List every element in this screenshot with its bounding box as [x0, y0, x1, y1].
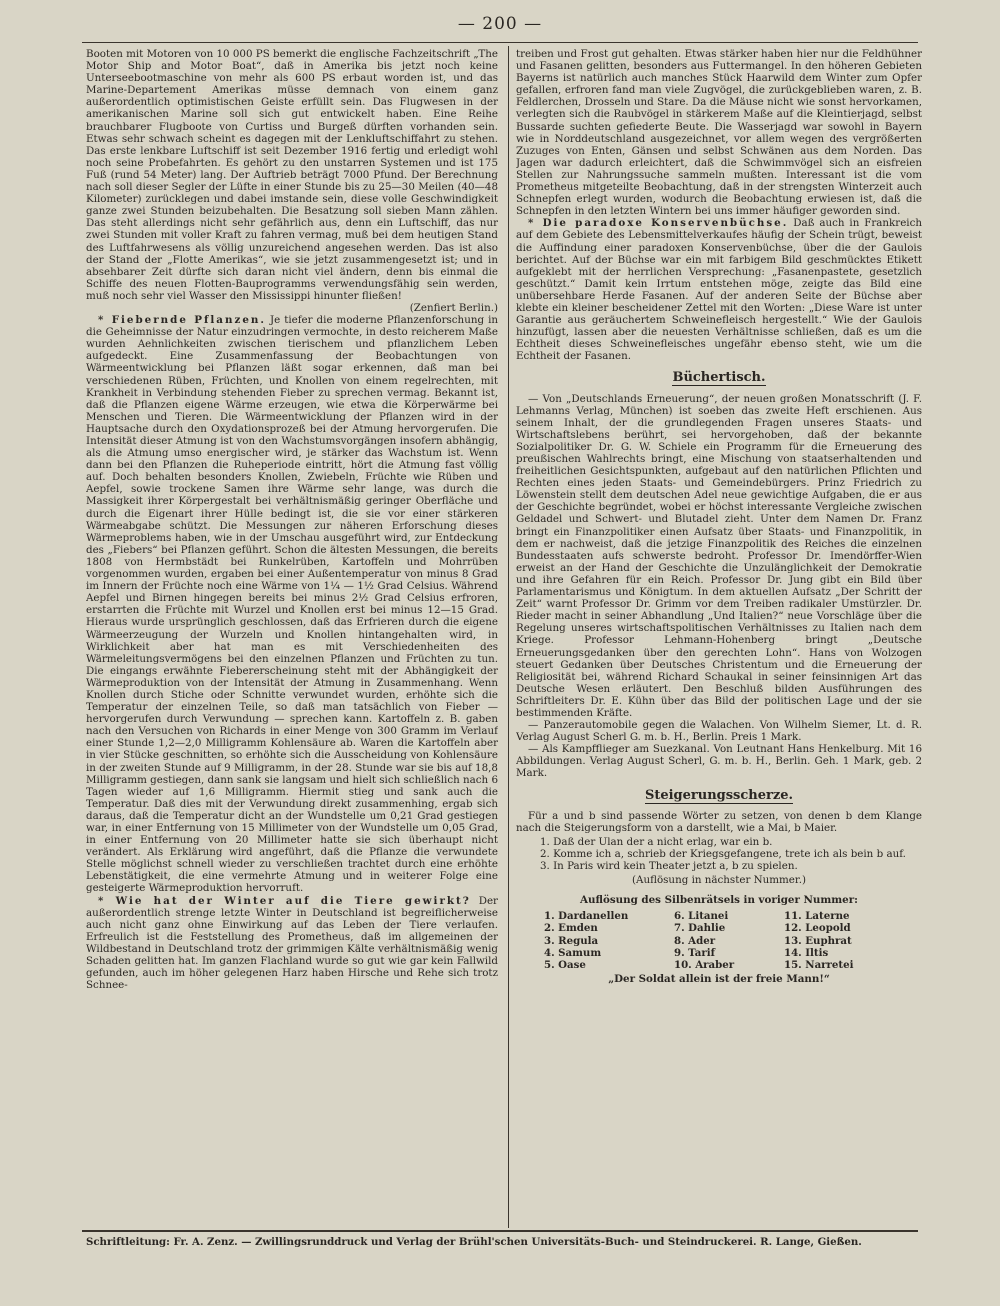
riddle-list: [516, 836, 922, 872]
bottom-rule: [82, 1230, 918, 1232]
solution-item: 9. Tarif: [674, 946, 716, 959]
article-us-navy-continuation: Booten mit Motoren von 10 000 PS bemerkt die englische Fachzeitschrift „The Motor Ship and Motor Boat“, daß in Amerika bis jetzt noch keine Unterseebootmaschine von mehr als 600 PS erbaut worden ist, und das Marine-Departement Amerikas müsse demnach von einem ganz außerordentlich optimistischen Geiste erfüllt sein. Das Flugwesen in der amerikanischen Marine soll sich gut entwickelt haben. Eine Reihe brauchbarer Flugboote von Curtiss und Burgeß dürften vorhanden sein. Etwas sehr schwach scheint es dagegen mit der Lenkluftschiffahrt zu stehen. Das erste lenkbare Luftschiff ist seit Dezember 1916 fertig und erledigt wohl noch seine Probefahrten. Es gehört zu den unstarren Systemen und ist 175 Fuß (rund 54 Meter) lang. Der Auftrieb beträgt 7000 Pfund. Der Berechnung nach soll dieser Segler der Lüfte in einer Stunde bis zu 25—30 Meilen (40—48 Kilometer) zurücklegen und dabei imstande sein, diese volle Geschwindigkeit ganze zwei Stunden beizubehalten. Die Besatzung soll sieben Mann zählen. Das steht allerdings nicht sehr gefährlich aus, denn ein Luftschiff, das nur zwei Stunden mit voller Kraft zu fahren vermag, muß bei dem heutigen Stand des Luftfahrwesens als völlig unzureichend angesehen werden. Das ist also der Stand der „Flotte Amerikas“, wie sie jetzt zusammengesetzt ist; und in absehbarer Zeit dürfte sich daran nicht viel ändern, denn bis einmal die Schiffe des neuen Flotten-Bauprogramms verwendungsfähig sein werden, muß noch sehr viel Wasser den Mississippi hinunter fließen!: [86, 48, 498, 302]
article-body: Der außerordentlich strenge letzte Winter in Deutschland ist begreiflicherweise auch nicht ganz ohne Einwirkung auf das Leben der Tiere verlaufen. Erfreulich ist die Feststellung des Prometheus, daß im allgemeinen der Wildbestand in Deutschland trotz der grimmigen Kälte verhältnismäßig wenig Schaden gelitten hat. Im ganzen Flachland wurde so gut wie gar kein Fallwild gefunden, auch im höher gelegenen Harz haben Hirsche und Rehe sich trotz Schnee-: [86, 894, 498, 992]
solution-grid: [516, 910, 922, 971]
book-review-kampfflieger: — Als Kampfflieger am Suezkanal. Von Leutnant Hans Henkelburg. Mit 16 Abbildungen. Verlag August Scherl, G. m. b. H., Berlin. Geh. 1 Mark, geb. 2 Mark.: [516, 743, 922, 780]
books-heading-text: Büchertisch.: [672, 370, 766, 386]
solution-item: 15. Narretei: [784, 959, 854, 972]
riddle-intro: Für a und b sind passende Wörter zu setzen, von denen b dem Klange nach die Steigerungsform von a darstellt, wie a Mai, b Maier.: [516, 809, 922, 834]
article-winter-tiere: [86, 895, 498, 992]
solution-item: 11. Laterne: [784, 910, 850, 923]
left-column: [86, 48, 498, 1228]
column-divider: [508, 46, 509, 1228]
book-review-erneuerung: — Von „Deutschlands Erneuerung“, der neuen großen Monatsschrift (J. F. Lehmanns Verlag, München) ist soeben das zweite Heft erschienen. Aus seinem Inhalt, der die grundlegenden Fragen unseres Staats- und Wirtschaftslebens berührt, sei hervorgehoben, daß der bekannte Sozialpolitiker Dr. G. W. Schiele ein Programm für die Erneuerung des preußischen Wahlrechts bringt, eine Mischung von staatserhaltenden und freiheitlichen Gesichtspunkten, aufgebaut auf den natürlichen Pflichten und Rechten eines jeden Staats- und Gemeindebürgers. Prinz Friedrich zu Löwenstein stellt dem deutschen Adel neue gewichtige Aufgaben, die er aus der Geschichte begründet, wobei er höchst interessante Vergleiche zwischen Geldadel und Schwert- und Blutadel zieht. Unter dem Namen Dr. Franz bringt ein Finanzpolitiker einen Aufsatz über Staats- und Finanzpolitik, in dem er nachweist, daß die jetzige Finanzpolitik des Reiches die einzelnen Bundesstaaten aufs schwerste bedroht. Professor Dr. Imendörffer-Wien erweist an der Hand der Geschichte die Unzulänglichkeit der Demokratie und ihre Gefahren für ein Reich. Professor Dr. Jung gibt ein Bild über Parlamentarismus und Königtum. In dem aktuellen Aufsatz „Der Schritt der Zeit“ warnt Professor Dr. Grimm vor dem Treiben radikaler Umstürzler. Dr. Rieder macht in seiner Abhandlung „Und Italien?“ neue Vorschläge über die Regelung unseres wirtschaftspolitischen Verhältnisses zu Italien nach dem Kriege. Professor Lehmann-Hohenberg bringt „Deutsche Erneuerungsgedanken über den gerechten Lohn“. Hans von Wolzogen steuert Gedanken über Deutsches Christentum und die Erneuerung der Religiosität bei, während Richard Schaukal in seiner feinsinnigen Art das Deutsche Wesen erläutert. Den Beschluß bilden Ausführungen des Schriftleiters Dr. E. Kühn über das Bild der politischen Lage und der sie bestimmenden Kräfte.: [516, 392, 922, 719]
solution-item: 14. Iltis: [784, 946, 829, 959]
solution-item: 13. Euphrat: [784, 934, 852, 947]
article-winter-tiere-continuation: treiben und Frost gut gehalten. Etwas stärker haben hier nur die Feldhühner und Fasanen gelitten, besonders aus Futtermangel. In den höheren Gebieten Bayerns ist natürlich auch manches Stück Haarwild dem Winter zum Opfer gefallen, erfroren fand man viele Zugvögel, die zurückgeblieben waren, z. B. Feldlerchen, Drosseln und Stare. Da die Mäuse nicht wie sonst hervorkamen, verlegten sich die Raubvögel in stärkerem Maße auf die Kleintierjagd, selbst Bussarde suchten gefiederte Beute. Die Wasserjagd war sowohl in Bayern wie in Norddeutschland ausgezeichnet, vor allem wegen des vergrößerten Zuzuges von Enten, Gänsen und selbst Schwänen aus dem Norden. Das Jagen war dadurch erleichtert, daß die Schwimmvögel sich an eisfreien Stellen zur Nahrungssuche sammeln mußten. Interessant ist die vom Prometheus mitgeteilte Beobachtung, daß in der strengsten Winterzeit auch Schnepfen erlegt wurden, wodurch die Beobachtung erwiesen ist, daß die Schnepfen in den letzten Wintern bei uns immer häufiger geworden sind.: [516, 48, 922, 218]
riddle-item: 3. In Paris wird kein Theater jetzt a, b zu spielen.: [540, 860, 798, 872]
riddle-heading: [516, 787, 922, 803]
right-column: [516, 48, 922, 1228]
solution-item: 3. Regula: [544, 934, 599, 947]
riddle-item: 1. Daß der Ulan der a nicht erlag, war ein b.: [540, 835, 773, 848]
page-number: — 200 —: [457, 14, 543, 34]
article-heading: * Wie hat der Winter auf die Tiere gewirkt?: [98, 894, 471, 907]
article-source: (Zenfiert Berlin.): [409, 301, 498, 314]
solution-item: 12. Leopold: [784, 922, 851, 935]
article-fiebernde-pflanzen: [86, 314, 498, 895]
solution-item: 8. Ader: [674, 934, 716, 947]
solution-title: Auflösung des Silbenrätsels in voriger Nummer:: [580, 894, 858, 907]
imprint-footer: Schriftleitung: Fr. A. Zenz. — Zwillingsrunddruck und Verlag der Brühl'schen Universitäts-Buch- und Steindruckerei. R. Lange, Gießen.: [86, 1236, 862, 1248]
article-heading: * Die paradoxe Konservenbüchse.: [528, 217, 789, 230]
article-heading: * Fiebernde Pflanzen.: [98, 314, 266, 327]
solution-item: 1. Dardanellen: [544, 910, 629, 923]
solution-item: 5. Oase: [544, 959, 586, 972]
article-body: Daß auch in Frankreich auf dem Gebiete des Lebensmittelverkaufes häufig der Schein trügt, beweist die Auffindung einer paradoxen Konservenbüchse, über die der Gaulois berichtet. Auf der Büchse war ein mit farbigem Bild geschmücktes Etikett aufgeklebt mit der herrlichen Versprechung: „Fasanenpastete, gesetzlich geschützt.“ Damit kein Irrtum entstehen möge, zeigte das Bild eine unübersehbare Herde Fasanen. Auf der anderen Seite der Büchse aber klebte ein kleiner bescheidener Zettel mit den Worten: „Diese Ware ist unter Garantie aus geräuchertem Schweinefleisch hergestellt.“ Wie der Gaulois hinzufügt, lassen aber die neuesten Verhältnisse schließen, daß es um die Echtheit dieses Schweinefleisches ungefähr ebenso steht, wie um die Echtheit der Fasanen.: [516, 217, 922, 363]
solution-item: 10. Araber: [674, 959, 735, 972]
book-review-panzerautomobile: — Panzerautomobile gegen die Walachen. Von Wilhelm Siemer, Lt. d. R. Verlag August Scherl G. m. b. H., Berlin. Preis 1 Mark.: [516, 719, 922, 744]
books-heading: [516, 372, 922, 384]
article-body: Je tiefer die moderne Pflanzenforschung in die Geheimnisse der Natur einzudringen vermochte, in desto reicherem Maße wurden Aehnlichkeiten zwischen tierischem und pflanzlichem Leben aufgedeckt. Eine Zusammenfassung der Beobachtungen von Wärmeentwicklung bei Pflanzen läßt sogar erkennen, daß man bei verschiedenen Rüben, Früchten, und Knollen von einem regelrechten, mit Krankheit in Verbindung stehenden Fieber zu sprechen vermag. Bekannt ist, daß die Pflanzen eigene Wärme erzeugen, wie etwa die Körperwärme bei Menschen und Tieren. Die Wärmeentwicklung der Pflanzen wird in der Hauptsache durch den Oxydationsprozeß bei der Atmung hervorgerufen. Die Intensität dieser Atmung ist von den Wachstumsvorgängen insofern abhängig, als die Atmung umso energischer wird, je stärker das Wachstum ist. Wenn dann bei den Pflanzen die Ruheperiode eintritt, hört die Atmung fast völlig auf. Doch behalten besonders Knollen, Zwiebeln, Früchte wie Rüben und Aepfel, sowie trockene Samen ihre Wärme sehr lange, was durch die Massigkeit ihrer Körpergestalt bei verhältnismäßig geringer Oberfläche und durch die Eigenart ihrer Hülle bedingt ist, die sie vor einer stärkeren Wärmeabgabe schützt. Die Messungen zur näheren Erforschung dieses Wärmeproblems haben, wie in der Umschau ausgeführt wird, zur Entdeckung des „Fiebers“ bei Pflanzen geführt. Schon die ältesten Messungen, die bereits 1808 von Hermbstädt bei Runkelrüben, Kartoffeln und Mohrrüben vorgenommen wurden, ergaben bei einer Außentemperatur von minus 8 Grad im Innern der Früchte noch eine Wärme von 1¼ — 1½ Grad Celsius. Während Aepfel und Birnen hingegen bereits bei minus 2½ Grad Celsius erfroren, erstarrten die Früchte mit Wurzel und Knollen erst bei minus 12—15 Grad. Hieraus wurde ursprünglich geschlossen, daß das Erfrieren durch die eigene Wärmeerzeugung der Wurzeln und Knollen hintangehalten wird, in Wirklichkeit aber hat man es mit Verschiedenheiten des Wärmeleitungsvermögens bei den einzelnen Pflanzen und Früchten zu tun. Die eingangs erwähnte Fiebererscheinung steht mit der Abhängigkeit der Wärmeproduktion von der Intensität der Atmung in Zusammenhang. Wenn Knollen durch Stiche oder Schnitte verwundet wurden, erhöhte sich die Temperatur der einzelnen Teile, so daß man tatsächlich von Fieber — hervorgerufen durch Verwundung — sprechen kann. Kartoffeln z. B. gaben nach den Versuchen von Richards in einer Menge von 300 Gramm im Verlauf einer Stunde 1,2—2,0 Milligramm Kohlensäure ab. Waren die Kartoffeln aber in vier Stücke geschnitten, so erhöhte sich die Ausscheidung von Kohlensäure in der zweiten Stunde auf 9 Milligramm, in der 28. Stunde war sie bis auf 18,8 Milligramm gestiegen, dann sank sie langsam und hielt sich schließlich nach 6 Tagen wieder auf 1,6 Milligramm. Hiermit stieg und sank auch die Temperatur. Daß dies mit der Verwundung direkt zusammenhing, ergab sich daraus, daß die Temperatur dicht an der Wundstelle um 0,21 Grad gestiegen war, in einer Entfernung von 15 Millimeter von der Wundstelle um 0,05 Grad, in einer Entfernung von 20 Millimeter hatte sie sich überhaupt nicht verändert. Als Erklärung wird angeführt, daß die Pflanze die verwundete Stelle möglichst schnell wieder zu verschließen trachtet durch eine erhöhte Lebenstätigkeit, die eine vermehrte Atmung und in weiterer Folge eine gesteigerte Wärmeproduktion hervorruft.: [86, 314, 498, 895]
solution-item: 7. Dahlie: [674, 922, 726, 935]
solution-item: 2. Emden: [544, 922, 598, 935]
riddle-item: 2. Komme ich a, schrieb der Kriegsgefangene, trete ich als bein b auf.: [540, 847, 906, 860]
solution-item: 6. Litanei: [674, 910, 729, 923]
article-konservenbuechse: [516, 217, 922, 362]
top-rule: [82, 42, 918, 43]
riddle-note: (Auflösung in nächster Nummer.): [632, 874, 806, 887]
solution-phrase: „Der Soldat allein ist der freie Mann!“: [608, 973, 830, 986]
solution-item: 4. Samum: [544, 946, 602, 959]
riddle-heading-text: Steigerungsscherze.: [644, 787, 794, 803]
